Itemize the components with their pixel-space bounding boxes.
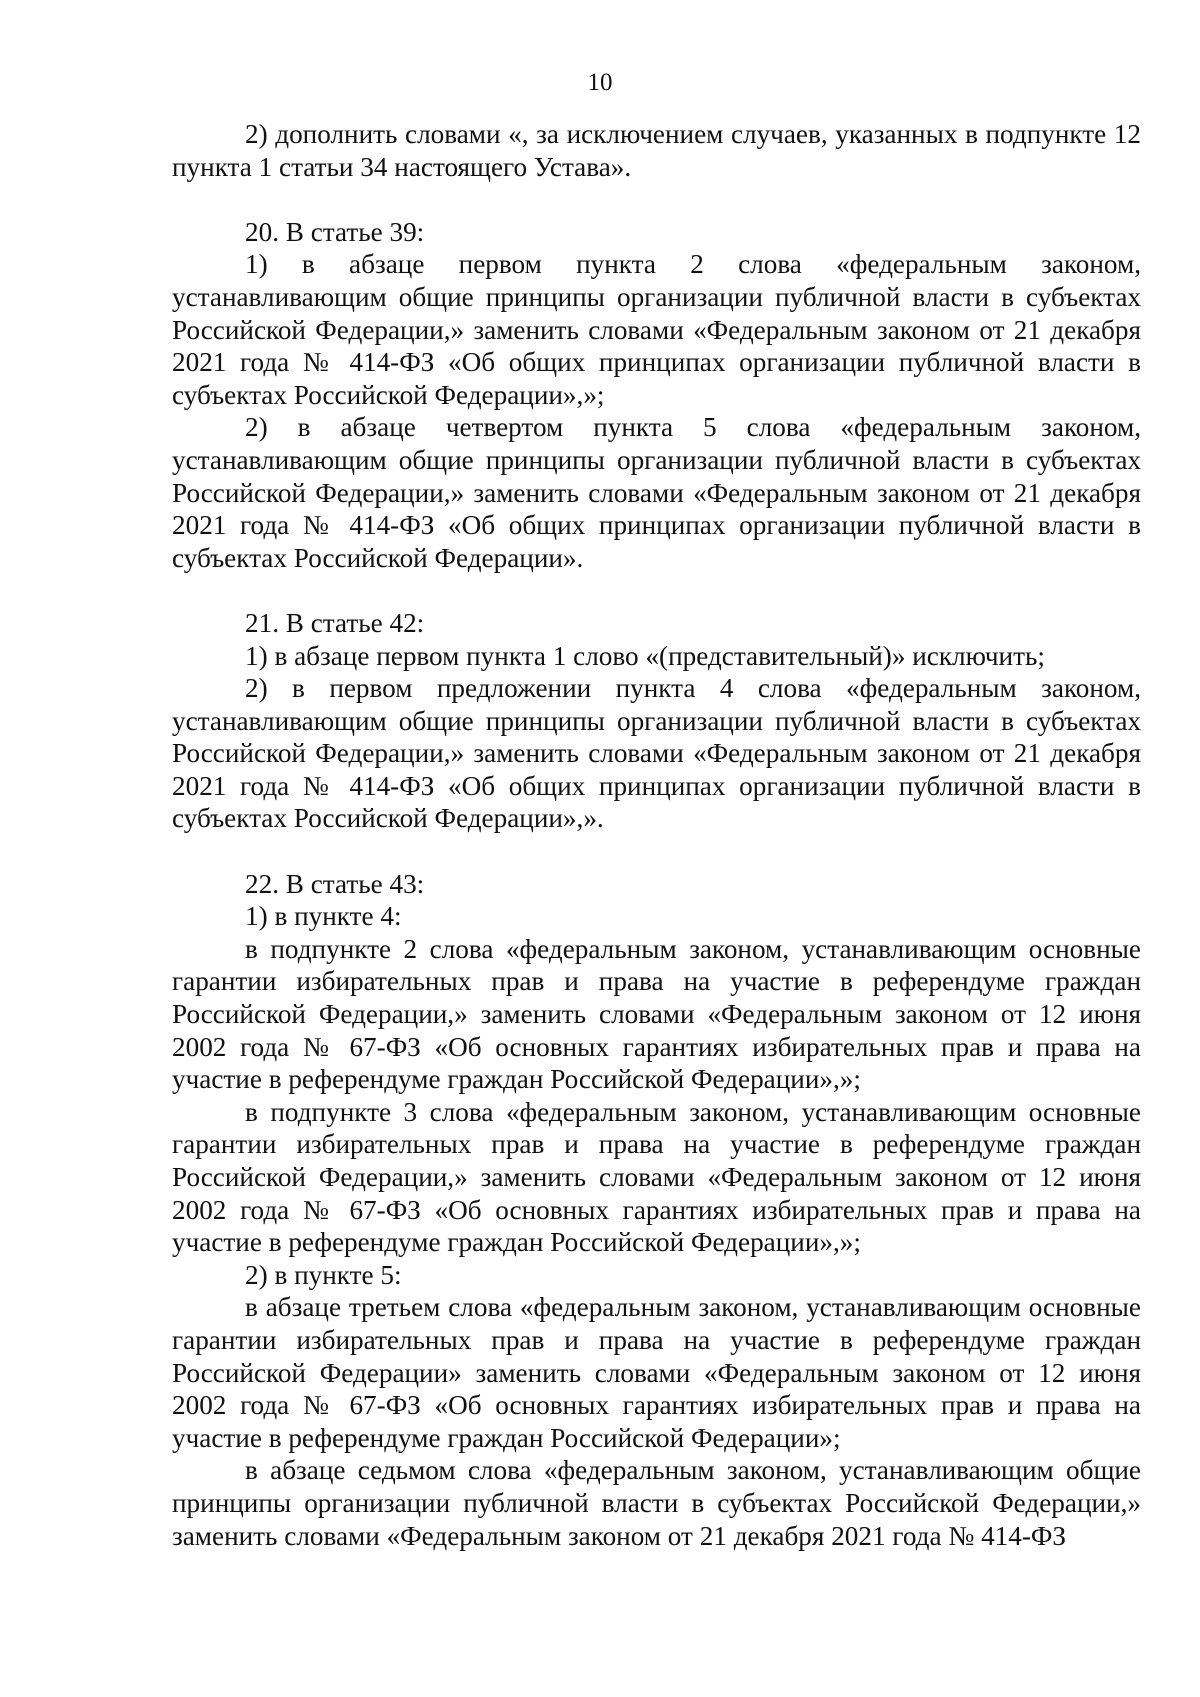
- paragraph-item-20-2: 2) в абзаце четвертом пункта 5 слова «федеральным законом, устанавливающим общие принципы организации публичной власти в субъектах Российской Федерации,» заменить словами «Федеральным законом от 21 декабря 2021 года № 414-ФЗ «Об общих принципах организации публичной власти в субъектах Российской Федерации».: [172, 412, 1141, 573]
- paragraph-item-21-1: 1) в абзаце первом пункта 1 слово «(представительный)» исключить;: [245, 640, 1045, 671]
- section-gap: [172, 183, 1141, 216]
- page-number: 10: [587, 69, 613, 96]
- document-body: [172, 118, 1141, 1552]
- section-gap: [172, 835, 1141, 868]
- section-heading-22: 22. В статье 43:: [245, 868, 425, 899]
- section-heading-21: 21. В статье 42:: [245, 607, 425, 638]
- paragraph-subitem-22-1-3: в подпункте 3 слова «федеральным законом, устанавливающим основные гарантии избирательных прав и права на участие в референдуме граждан Российской Федерации,» заменить словами «Федеральным законом от 12 июня 2002 года № 67-ФЗ «Об основных гарантиях избирательных прав и права на участие в референдуме граждан Российской Федерации»,»;: [172, 1096, 1141, 1258]
- paragraph-subitem-22-2-7: в абзаце седьмом слова «федеральным законом, устанавливающим общие принципы организации публичной власти в субъектах Российской Федерации,» заменить словами «Федеральным законом от 21 декабря 2021 года № 414-ФЗ: [172, 1455, 1141, 1551]
- paragraph-item-22-1: 1) в пункте 4:: [245, 901, 402, 932]
- paragraph-subitem-22-2-3: в абзаце третьем слова «федеральным законом, устанавливающим основные гарантии избирательных прав и права на участие в референдуме граждан Российской Федерации» заменить словами «Федеральным законом от 12 июня 2002 года № 67-ФЗ «Об основных гарантиях избирательных прав и права на участие в референдуме граждан Российской Федерации»;: [172, 1292, 1141, 1453]
- paragraph-item-19-2: 2) дополнить словами «, за исключением случаев, указанных в подпункте 12 пункта 1 статьи 34 настоящего Устава».: [172, 119, 1141, 182]
- paragraph-item-21-2: 2) в первом предложении пункта 4 слова «федеральным законом, устанавливающим общие принципы организации публичной власти в субъектах Российской Федерации,» заменить словами «Федеральным законом от 21 декабря 2021 года № 414-ФЗ «Об общих принципах организации публичной власти в субъектах Российской Федерации»,».: [172, 673, 1141, 834]
- section-gap: [172, 574, 1141, 607]
- section-heading-20: 20. В статье 39:: [245, 216, 425, 247]
- paragraph-item-20-1: 1) в абзаце первом пункта 2 слова «федеральным законом, устанавливающим общие принципы организации публичной власти в субъектах Российской Федерации,» заменить словами «Федеральным законом от 21 декабря 2021 года № 414-ФЗ «Об общих принципах организации публичной власти в субъектах Российской Федерации»,»;: [172, 249, 1141, 410]
- paragraph-item-22-2: 2) в пункте 5:: [245, 1259, 402, 1290]
- paragraph-subitem-22-1-2: в подпункте 2 слова «федеральным законом, устанавливающим основные гарантии избирательных прав и права на участие в референдуме граждан Российской Федерации,» заменить словами «Федеральным законом от 12 июня 2002 года № 67-ФЗ «Об основных гарантиях избирательных прав и права на участие в референдуме граждан Российской Федерации»,»;: [172, 933, 1141, 1095]
